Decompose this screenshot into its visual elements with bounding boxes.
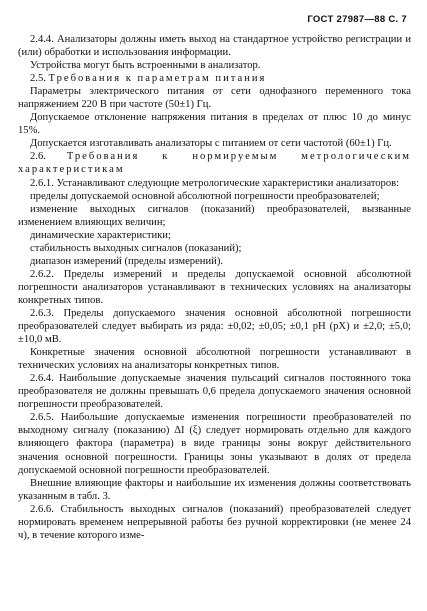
section-heading-2-5	[18, 72, 411, 85]
list-item-dynamic: динамические характеристики;	[30, 229, 171, 241]
page-header	[18, 14, 411, 25]
paragraph-devices: Устройства могут быть встроенными в анализатор.	[30, 60, 261, 72]
paragraph-60hz: Допускается изготавливать анализаторы с питанием от сети частотой (60±1) Гц.	[30, 138, 392, 150]
list-item-output-change: изменение выходных сигналов (показаний) преобразователей, вызванные изменением влияющих величин;	[18, 203, 411, 228]
paragraph-2-6-2: 2.6.2. Пределы измерений и пределы допускаемой основной абсолютной погрешности анализаторов устанавливают в технических условиях на анализаторы конкретных типов.	[18, 268, 411, 306]
paragraph-2-6-4: 2.6.4. Наибольшие допускаемые значения пульсаций сигналов постоянного тока преобразователя не должны превышать 0,6 предела допускаемого значения основной погрешности преобразователей.	[18, 373, 411, 411]
document-body	[18, 33, 411, 542]
page-number: С. 7	[388, 14, 407, 25]
list-item-error-limits: пределы допускаемой основной абсолютной погрешности преобразователей;	[30, 190, 380, 202]
paragraph-2-4-4: 2.4.4. Анализаторы должны иметь выход на стандартное устройство регистрации и (или) обработки и использования информации.	[18, 34, 411, 59]
section-number: 2.5.	[30, 73, 46, 85]
paragraph-voltage-deviation: Допускаемое отклонение напряжения питания в пределах от плюс 10 до минус 15%.	[18, 112, 411, 137]
paragraph-2-6-5: 2.6.5. Наибольшие допускаемые изменения погрешности преобразователей по выходному сигналу (показанию) ΔI (ξ) следует нормировать отдельно для каждого влияющего фактора (параметра) в виде границы зоны вокруг действительного значения основной погрешности. Границы зоны указывают в долях от предела допускаемой основной погрешности преобразователей.	[18, 412, 411, 476]
list-item-stability: стабильность выходных сигналов (показаний);	[30, 242, 242, 254]
section-heading-2-6	[18, 150, 411, 176]
paragraph-2-6-3: 2.6.3. Пределы допускаемого значения основной абсолютной погрешности преобразователей следует выбирать из ряда: ±0,02; ±0,05; ±0,1 pH (pX) и ±2,0; ±5,0; ±10,0 мВ.	[18, 307, 411, 346]
section-number: 2.6.	[30, 151, 46, 163]
paragraph-specific-values: Конкретные значения основной абсолютной погрешности устанавливают в технических условиях на анализаторы конкретных типов.	[18, 347, 411, 372]
paragraph-2-6-6: 2.6.6. Стабильность выходных сигналов (показаний) преобразователей следует нормировать временем непрерывной работы без ручной корректировки (не менее 24 ч), в течение которого изме-	[18, 503, 411, 541]
list-item-range: диапазон измерений (пределы измерений).	[30, 255, 223, 267]
section-title: Требования к параметрам питания	[48, 73, 267, 85]
paragraph-power-params: Параметры электрического питания от сети однофазного переменного тока напряжением 220 В при частоте (50±1) Гц.	[18, 86, 411, 111]
paragraph-external-factors: Внешние влияющие факторы и наибольшие их изменения должны соответствовать указанным в табл. 3.	[18, 477, 411, 502]
paragraph-2-6-1: 2.6.1. Устанавливают следующие метрологические характеристики анализаторов:	[30, 177, 400, 189]
section-title: Требования к нормируемым метрологическим характеристикам	[18, 151, 411, 176]
standard-number: ГОСТ 27987—88	[307, 14, 386, 25]
